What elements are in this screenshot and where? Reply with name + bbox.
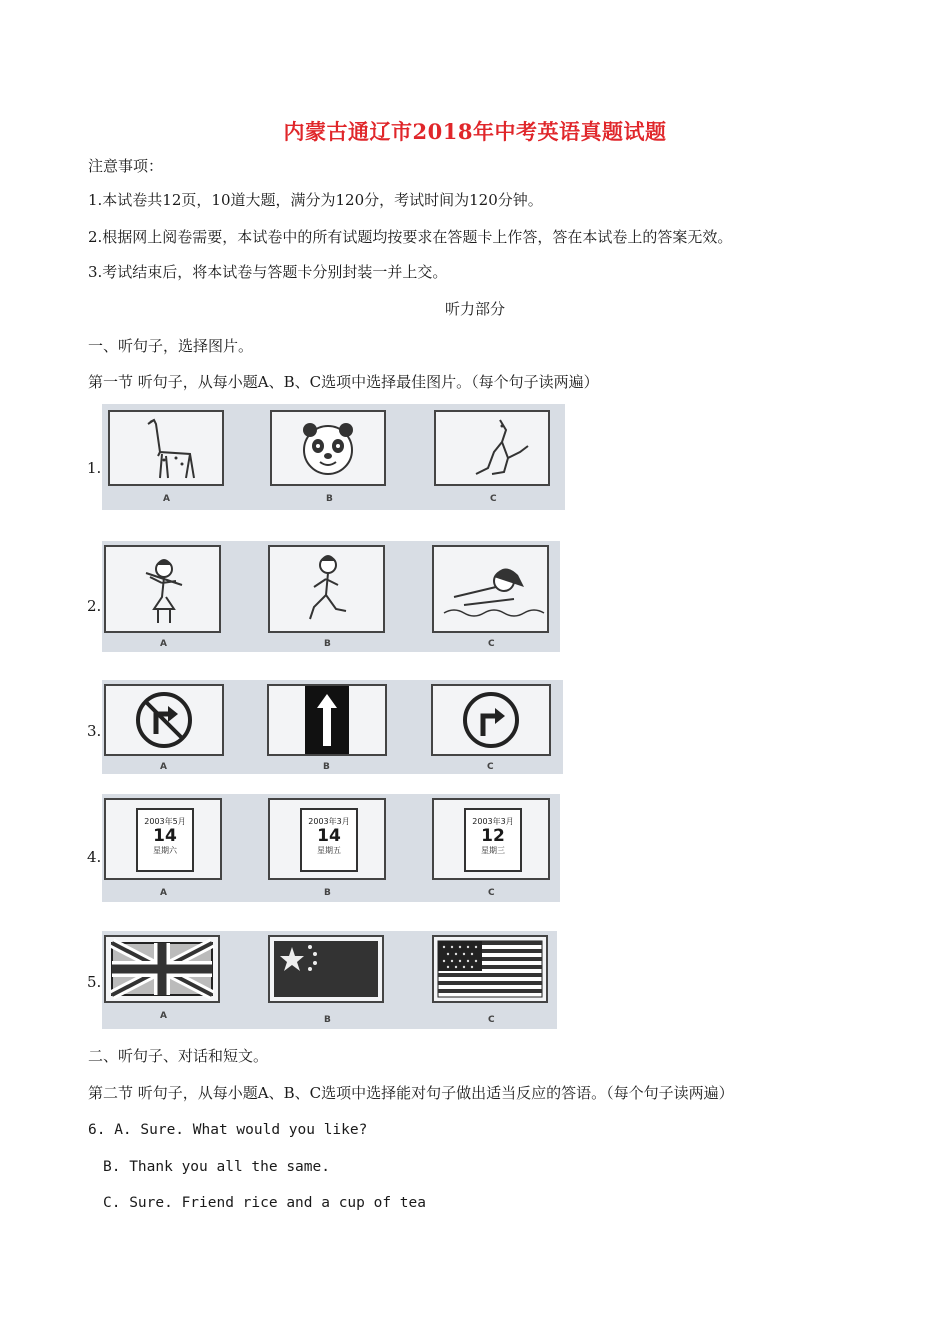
picture-options-q1 (102, 404, 565, 510)
calendar-day: 14 (153, 826, 177, 846)
question-number: 2. (87, 597, 102, 615)
part2-title: 二、听句子、对话和短文。 (88, 1047, 269, 1065)
girl-running-icon (270, 547, 383, 631)
part1-title: 一、听句子，选择图片。 (88, 337, 254, 355)
question-number: 5. (87, 973, 102, 991)
part2-section: 第二节 听句子，从每小题A、B、C选项中选择能对句子做出适当反应的答语。（每个句子读两遍） (88, 1084, 734, 1102)
calendar-weekday: 星期五 (317, 846, 341, 855)
option-a-label: A (160, 1011, 167, 1021)
option-c-label: C (487, 762, 494, 772)
option-c-picture (431, 684, 551, 756)
picture-options-q3 (102, 680, 563, 774)
option-b-picture (268, 798, 386, 880)
uk-flag-icon (106, 937, 218, 1001)
giraffe-icon (110, 412, 222, 484)
option-b-picture (270, 410, 386, 486)
listening-heading: 听力部分 (444, 300, 505, 318)
china-flag-icon (270, 937, 382, 1001)
page-title: 内蒙古通辽市2018年中考英语真题试题 (283, 119, 667, 144)
calendar-icon (300, 808, 358, 872)
picture-options-q4 (102, 794, 560, 902)
option-c-label: C (488, 888, 495, 898)
note-item-1: 1.本试卷共12页，10道大题，满分为120分，考试时间为120分钟。 (88, 191, 543, 209)
girl-playing-violin-icon (106, 547, 219, 631)
part1-section: 第一节 听句子，从每小题A、B、C选项中选择最佳图片。（每个句子读两遍） (88, 373, 599, 391)
option-c-picture (432, 545, 549, 633)
option-a-label: A (160, 639, 167, 649)
question-number: 4. (87, 848, 102, 866)
option-a-label: A (160, 888, 167, 898)
note-item-3: 3.考试结束后，将本试卷与答题卡分别封装一并上交。 (88, 263, 448, 281)
calendar-weekday: 星期三 (481, 846, 505, 855)
option-a-label: A (163, 494, 170, 504)
option-b-picture (267, 684, 387, 756)
calendar-month: 2003年5月 (144, 817, 186, 826)
option-c-picture (432, 798, 550, 880)
option-b-picture (268, 935, 384, 1003)
calendar-icon (464, 808, 522, 872)
question-number: 3. (87, 722, 102, 740)
option-b-label: B (324, 888, 331, 898)
option-c-label: C (490, 494, 497, 504)
option-c-picture (434, 410, 550, 486)
usa-flag-icon (434, 937, 546, 1001)
option-a-label: A (160, 762, 167, 772)
option-b-label: B (323, 762, 330, 772)
option-a-picture (108, 410, 224, 486)
right-turn-sign-icon (433, 686, 549, 754)
notes-heading: 注意事项： (88, 157, 164, 175)
straight-ahead-sign-icon (269, 686, 385, 754)
calendar-icon (136, 808, 194, 872)
option-a-picture (104, 545, 221, 633)
calendar-weekday: 星期六 (153, 846, 177, 855)
picture-options-q5 (102, 931, 557, 1029)
calendar-month: 2003年3月 (308, 817, 350, 826)
option-b-label: B (324, 1015, 331, 1025)
girl-swimming-icon (434, 547, 547, 631)
calendar-day: 12 (481, 826, 505, 846)
option-a-picture (104, 798, 222, 880)
q6-option-b: B. Thank you all the same. (103, 1159, 330, 1175)
option-c-label: C (488, 1015, 495, 1025)
option-b-label: B (324, 639, 331, 649)
panda-icon (272, 412, 384, 484)
option-c-picture (432, 935, 548, 1003)
q6-option-a: 6. A. Sure. What would you like? (88, 1122, 368, 1138)
kangaroo-icon (436, 412, 548, 484)
picture-options-q2 (102, 541, 560, 652)
option-b-picture (268, 545, 385, 633)
calendar-day: 14 (317, 826, 341, 846)
q6-option-c: C. Sure. Friend rice and a cup of tea (103, 1195, 427, 1211)
option-b-label: B (326, 494, 333, 504)
calendar-month: 2003年3月 (472, 817, 514, 826)
option-a-picture (104, 684, 224, 756)
option-c-label: C (488, 639, 495, 649)
note-item-2: 2.根据网上阅卷需要，本试卷中的所有试题均按要求在答题卡上作答，答在本试卷上的答案无效。 (88, 228, 733, 246)
no-right-turn-sign-icon (106, 686, 222, 754)
option-a-picture (104, 935, 220, 1003)
question-number: 1. (87, 459, 102, 477)
